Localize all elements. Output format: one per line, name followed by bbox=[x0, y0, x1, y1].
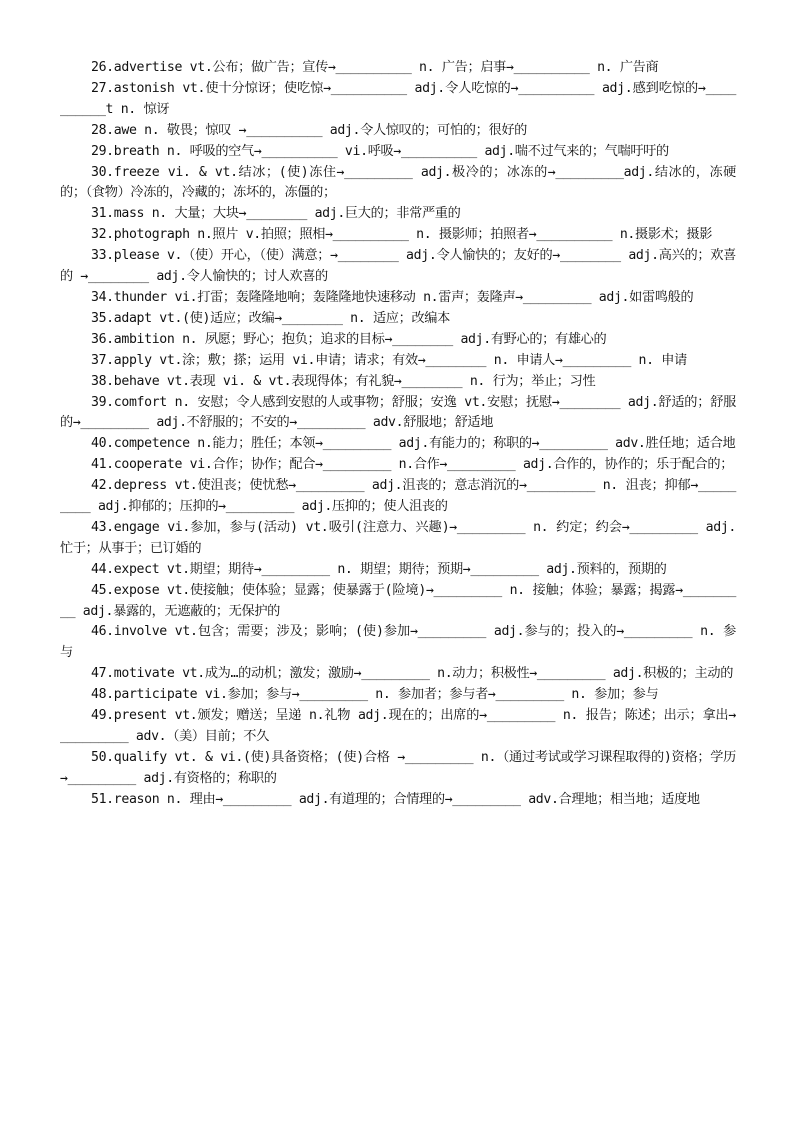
vocab-entry-26: 26.advertise vt.公布；做广告；宣传→__________ n. 广告；启事→__________ n. 广告商 bbox=[91, 60, 659, 75]
vocab-entry-35: 35.adapt vt.(使)适应；改编→________ n. 适应；改编本 bbox=[91, 310, 450, 326]
vocab-entry-44: 44.expect vt.期望；期待→_________ n. 期望；期待；预期→_________ adj.预料的，预期的 bbox=[91, 561, 667, 577]
vocab-entry-46: 46.involve vt.包含；需要；涉及；影响；(使)参加→_________ adj.参与的；投入的→_________ n. 参与 bbox=[60, 624, 736, 661]
vocabulary-list bbox=[60, 58, 736, 811]
vocab-entry-32: 32.photograph n.照片 v.拍照；照相→__________ n. 摄影师；拍照者→__________ n.摄影术；摄影 bbox=[91, 227, 713, 243]
vocab-entry-38: 38.behave vt.表现 vi. & vt.表现得体；有礼貌→________ n. 行为；举止；习性 bbox=[91, 373, 596, 389]
vocab-entry-33: 33.please v.（使）开心，（使）满意；→________ adj.令人愉快的；友好的→________ adj.高兴的；欢喜的 →________ adj.令人愉快的；讨人欢喜的 bbox=[60, 248, 736, 285]
vocab-entry-29: 29.breath n. 呼吸的空气→__________ vi.呼吸→__________ adj.喘不过气来的；气喘吁吁的 bbox=[91, 143, 669, 159]
vocab-entry-43: 43.engage vi.参加，参与(活动) vt.吸引(注意力、兴趣)→_________ n. 约定；约会→_________ adj.忙于；从事于；已订婚的 bbox=[60, 519, 736, 556]
vocab-entry-36: 36.ambition n. 夙愿；野心；抱负；追求的目标→________ adj.有野心的；有雄心的 bbox=[91, 331, 607, 347]
vocab-entry-27: 27.astonish vt.使十分惊讶；使吃惊→__________ adj.令人吃惊的→__________ adj.感到吃惊的→__________t n. 惊讶 bbox=[60, 80, 736, 117]
vocab-entry-50: 50.qualify vt. & vi.(使)具备资格；(使)合格 →_________ n.（通过考试或学习课程取得的)资格；学历 →_________ adj.有资格的；称职的 bbox=[60, 749, 736, 786]
vocab-entry-48: 48.participate vi.参加；参与→_________ n. 参加者；参与者→_________ n. 参加；参与 bbox=[91, 687, 659, 703]
vocab-entry-45: 45.expose vt.使接触；使体验；显露；使暴露于(险境)→_________ n. 接触；体验；暴露；揭露→_________ adj.暴露的，无遮蔽的；无保护的 bbox=[60, 582, 736, 619]
vocab-entry-49: 49.present vt.颁发；赠送；呈递 n.礼物 adj.现在的；出席的→_________ n. 报告；陈述；出示；拿出→_________ adv.（美）目前；不久 bbox=[60, 708, 736, 744]
vocab-entry-41: 41.cooperate vi.合作；协作；配合→_________ n.合作→_________ adj.合作的，协作的；乐于配合的； bbox=[91, 457, 734, 473]
vocab-entry-34: 34.thunder vi.打雷；轰隆隆地响；轰隆隆地快速移动 n.雷声；轰隆声→_________ adj.如雷鸣般的 bbox=[91, 289, 694, 305]
vocab-entry-40: 40.competence n.能力；胜任；本领→_________ adj.有能力的；称职的→_________ adv.胜任地；适合地 bbox=[91, 436, 736, 452]
vocab-entry-39: 39.comfort n. 安慰；令人感到安慰的人或事物；舒服；安逸 vt.安慰；抚慰→________ adj.舒适的；舒服的→_________ adj.不舒服的；不安的→_________ adv.舒服地；舒适地 bbox=[60, 394, 736, 431]
vocab-entry-37: 37.apply vt.涂；敷；搽；运用 vi.申请；请求；有效→________ n. 申请人→_________ n. 申请 bbox=[91, 352, 687, 368]
vocab-entry-30: 30.freeze vi. & vt.结冰；(使)冻住→_________ adj.极冷的；冰冻的→_________adj.结冰的，冻硬的；（食物）冷冻的，冷藏的；冻坏的，冻僵的； bbox=[60, 164, 736, 201]
vocab-entry-47: 47.motivate vt.成为…的动机；激发；激励→_________ n.动力；积极性→_________ adj.积极的；主动的 bbox=[91, 666, 734, 682]
vocab-entry-42: 42.depress vt.使沮丧；使忧愁→_________ adj.沮丧的；意志消沉的→_________ n. 沮丧；抑郁→_________ adj.抑郁的；压抑的→_________ adj.压抑的；使人沮丧的 bbox=[60, 478, 736, 515]
vocab-entry-28: 28.awe n. 敬畏；惊叹 →__________ adj.令人惊叹的；可怕的；很好的 bbox=[91, 122, 527, 138]
vocab-entry-51: 51.reason n. 理由→_________ adj.有道理的；合情理的→_________ adv.合理地；相当地；适度地 bbox=[91, 791, 700, 807]
vocab-entry-31: 31.mass n. 大量；大块→________ adj.巨大的；非常严重的 bbox=[91, 206, 461, 222]
